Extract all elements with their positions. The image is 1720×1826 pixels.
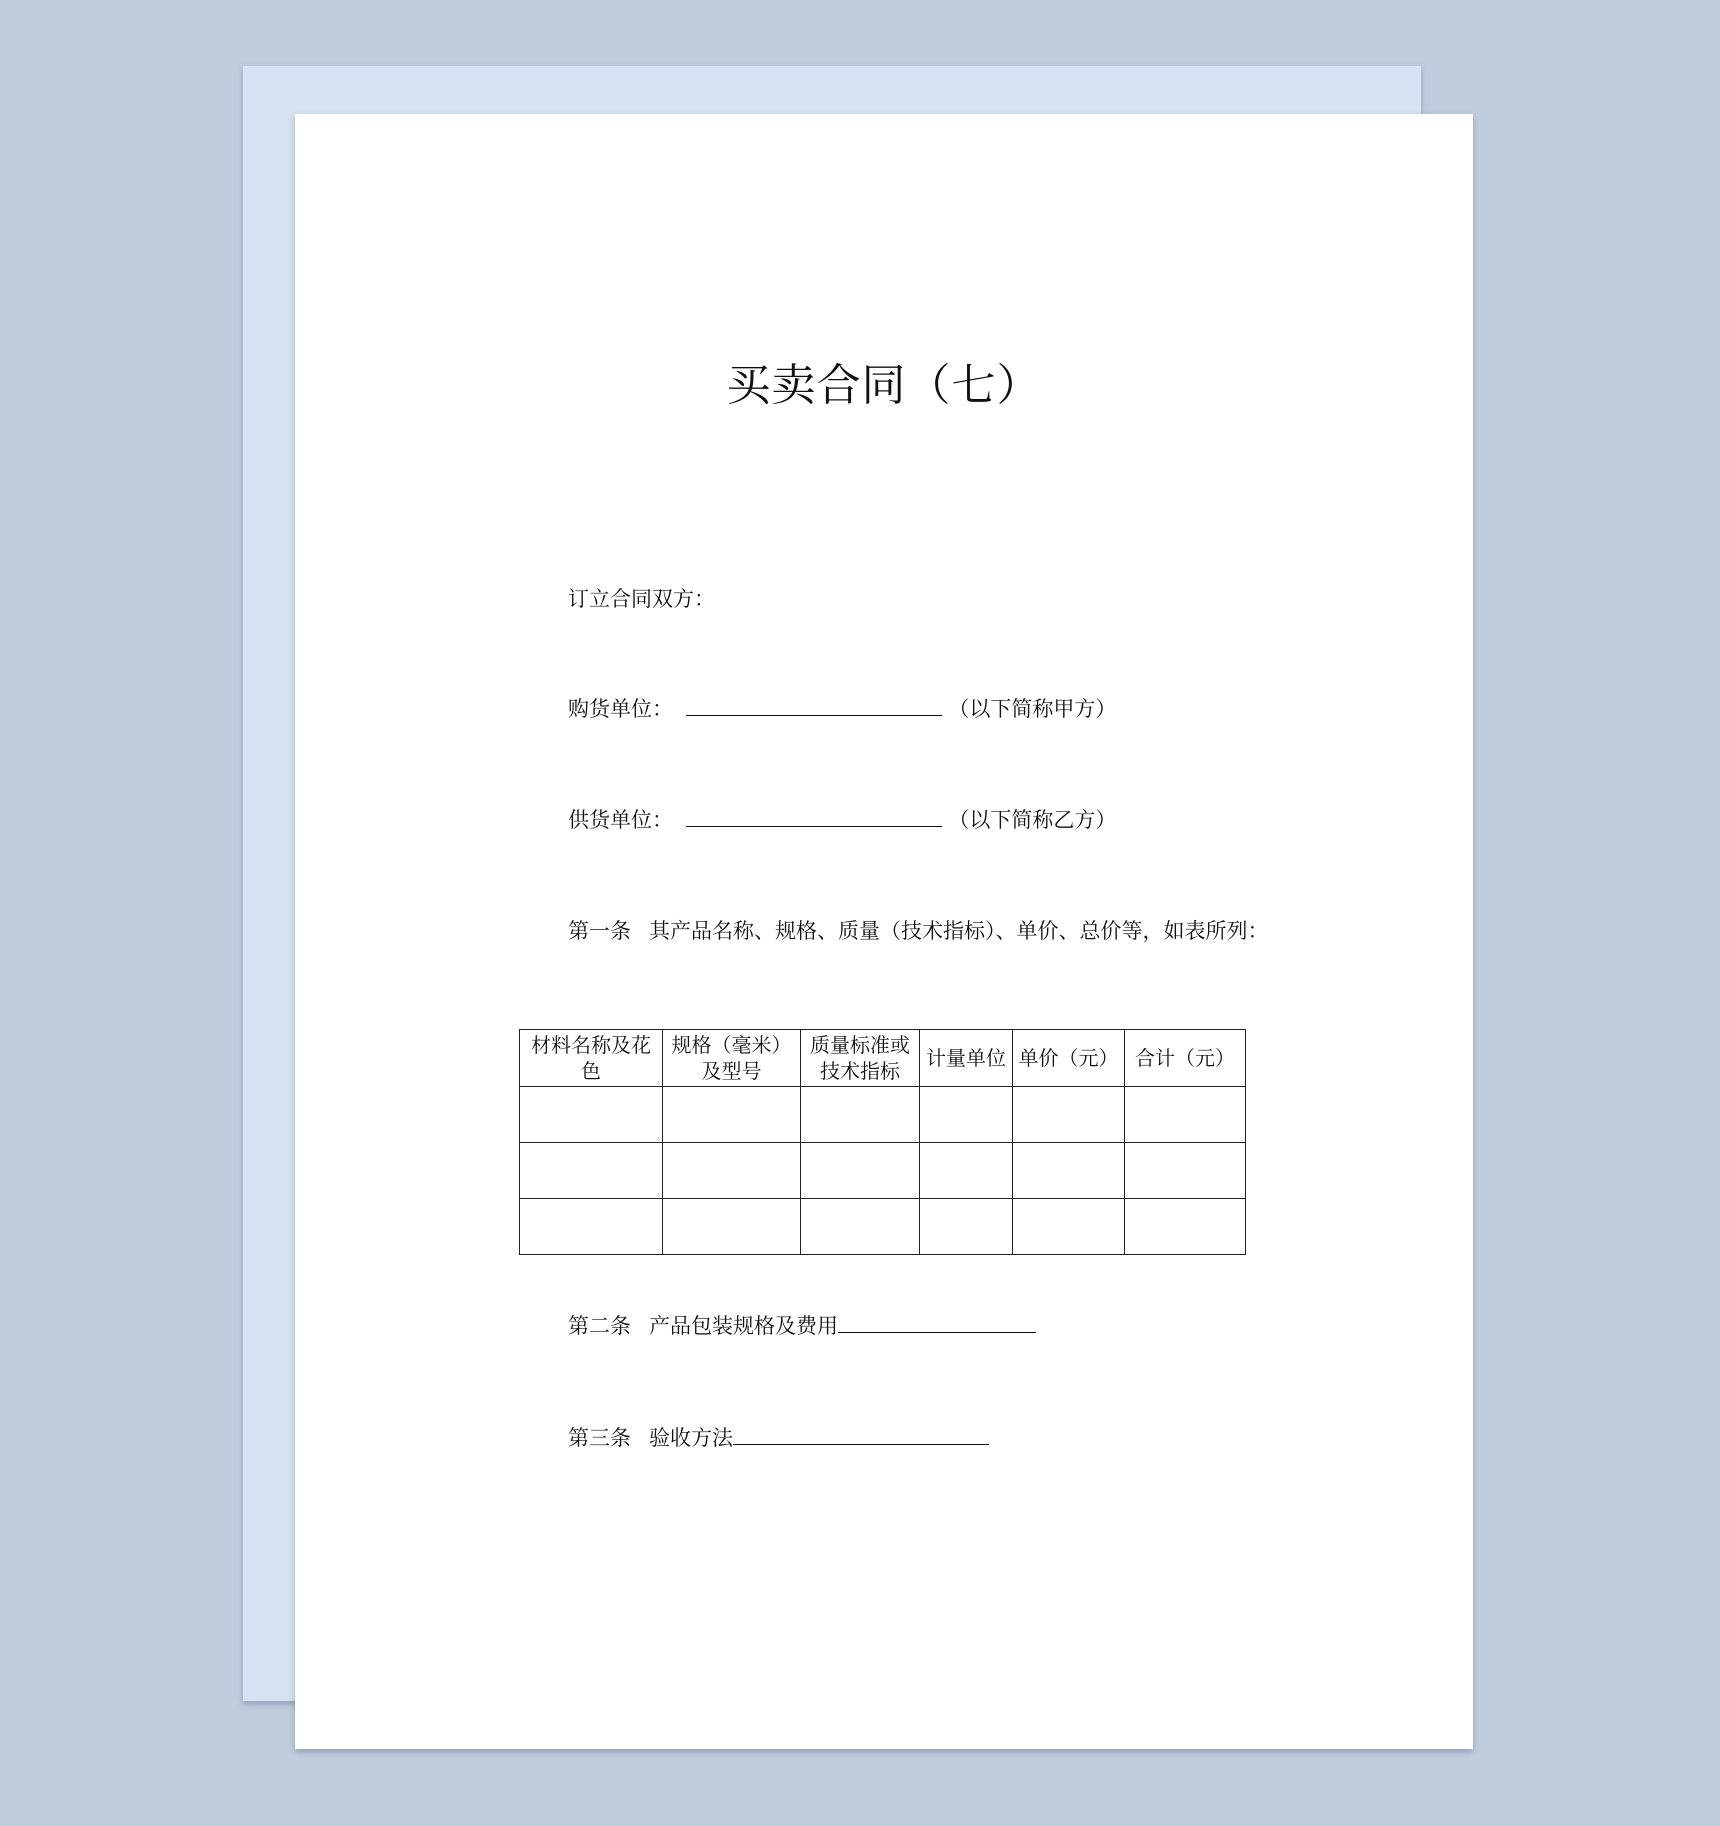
table-cell[interactable]: [520, 1087, 663, 1143]
article-1: [568, 916, 1269, 946]
table-cell[interactable]: [1125, 1087, 1246, 1143]
table-row: [520, 1143, 1246, 1199]
goods-table: [519, 1029, 1246, 1255]
header-material-name: 材料名称及花色: [520, 1030, 663, 1087]
document-page: [295, 114, 1473, 1749]
header-unit-price: 单价（元）: [1013, 1030, 1125, 1087]
table-cell[interactable]: [520, 1143, 663, 1199]
table-cell[interactable]: [1125, 1199, 1246, 1255]
header-unit: 计量单位: [920, 1030, 1013, 1087]
header-spec-model: 规格（毫米）及型号: [663, 1030, 801, 1087]
table-cell[interactable]: [1013, 1087, 1125, 1143]
table-cell[interactable]: [801, 1199, 920, 1255]
buyer-line: [568, 694, 1116, 724]
article-3-text: 验收方法: [649, 1426, 733, 1450]
header-quality-standard: 质量标准或技术指标: [801, 1030, 920, 1087]
buyer-label: 购货单位：: [568, 697, 673, 721]
table-cell[interactable]: [801, 1143, 920, 1199]
table-cell[interactable]: [1013, 1143, 1125, 1199]
article-1-label: 第一条: [568, 919, 631, 943]
table-row: [520, 1199, 1246, 1255]
seller-name-blank[interactable]: [686, 806, 942, 827]
buyer-name-blank[interactable]: [686, 695, 942, 716]
table-cell[interactable]: [1013, 1199, 1125, 1255]
parties-heading-text: 订立合同双方：: [568, 587, 715, 611]
table-cell[interactable]: [663, 1087, 801, 1143]
table-cell[interactable]: [1125, 1143, 1246, 1199]
table-cell[interactable]: [801, 1087, 920, 1143]
table-cell[interactable]: [520, 1199, 663, 1255]
table-cell[interactable]: [663, 1199, 801, 1255]
article-3: [568, 1423, 989, 1453]
article-2-label: 第二条: [568, 1314, 631, 1338]
table-cell[interactable]: [920, 1143, 1013, 1199]
seller-label: 供货单位：: [568, 808, 673, 832]
header-total: 合计（元）: [1125, 1030, 1246, 1087]
table-cell[interactable]: [920, 1087, 1013, 1143]
packaging-blank[interactable]: [838, 1312, 1036, 1333]
table-cell[interactable]: [920, 1199, 1013, 1255]
acceptance-method-blank[interactable]: [733, 1424, 989, 1445]
article-2: [568, 1311, 1036, 1341]
seller-note: （以下简称乙方）: [948, 808, 1117, 832]
buyer-note: （以下简称甲方）: [948, 697, 1117, 721]
table-cell[interactable]: [663, 1143, 801, 1199]
article-2-text: 产品包装规格及费用: [649, 1314, 838, 1338]
article-1-text: 其产品名称、规格、质量（技术指标）、单价、总价等，如表所列：: [649, 919, 1269, 943]
parties-heading: [568, 584, 715, 614]
article-3-label: 第三条: [568, 1426, 631, 1450]
document-title: 买卖合同（七）: [726, 360, 1042, 411]
seller-line: [568, 805, 1116, 835]
table-row: [520, 1087, 1246, 1143]
table-header-row: [520, 1030, 1246, 1087]
